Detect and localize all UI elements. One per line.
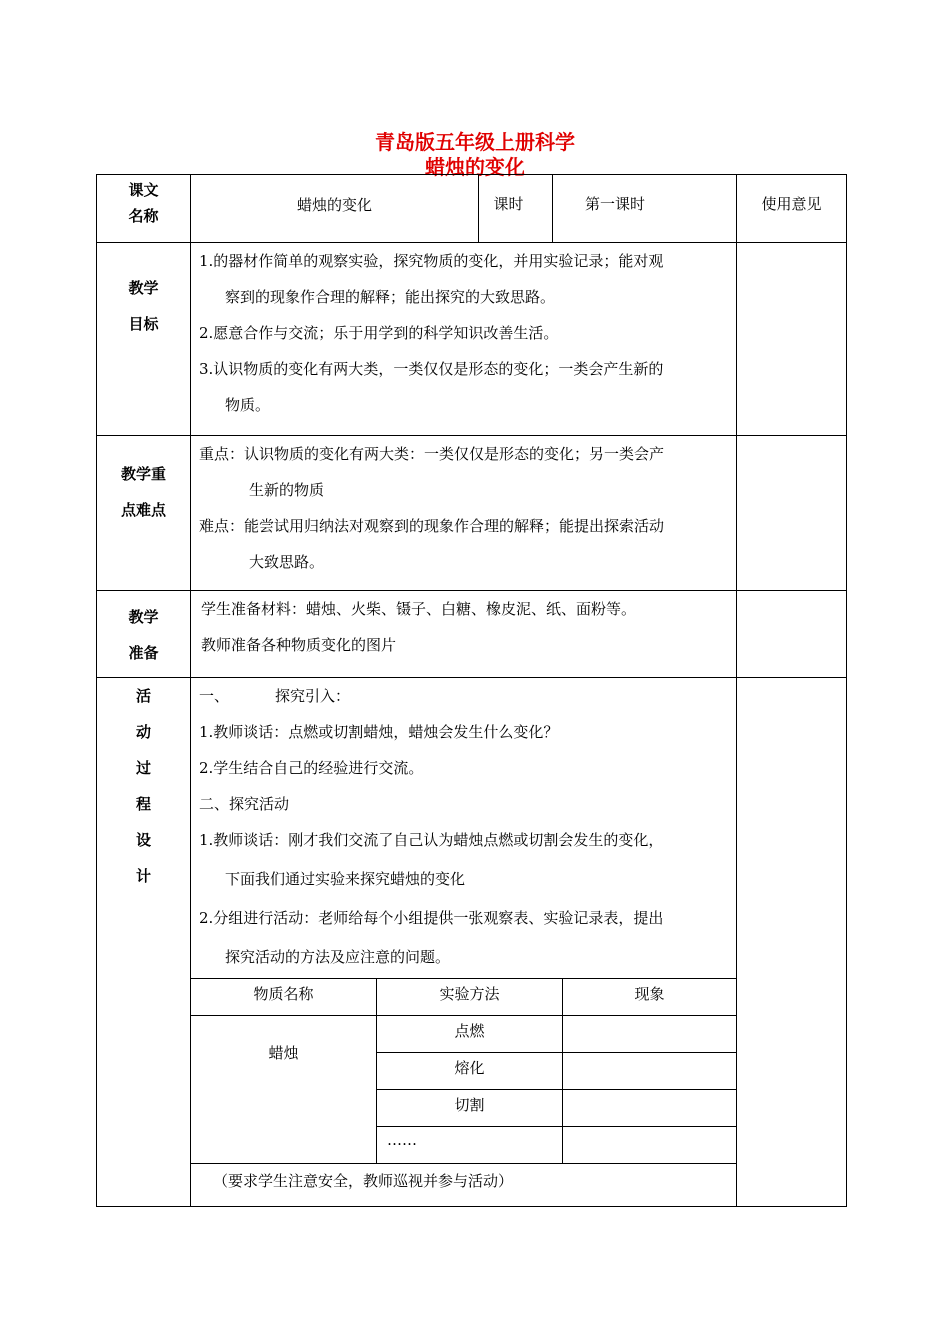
lesson-name-label xyxy=(97,175,191,243)
process-line: 2.分组进行活动：老师给每个小组提供一张观察表、实验记录表，提出 xyxy=(199,909,664,927)
process-label-char: 过 xyxy=(135,759,151,777)
section-title: 探究引入： xyxy=(275,687,351,705)
method-cell: 熔化 xyxy=(377,1053,563,1090)
substance-cell xyxy=(191,1016,377,1164)
label-text: 目标 xyxy=(128,315,159,333)
substance-text: 蜡烛 xyxy=(268,1044,299,1062)
label-text: 名称 xyxy=(128,207,159,225)
document-title: 青岛版五年级上册科学 xyxy=(375,130,575,154)
document-subtitle: 蜡烛的变化 xyxy=(425,155,525,179)
label-text: 准备 xyxy=(128,644,159,662)
lesson-plan-table xyxy=(96,174,847,1207)
goals-content xyxy=(191,243,737,436)
prep-line: 学生准备材料：蜡烛、火柴、镊子、白糖、橡皮泥、纸、面粉等。 xyxy=(201,600,637,618)
goals-label xyxy=(97,243,191,436)
section-heading xyxy=(199,678,730,714)
observation-header: 现象 xyxy=(563,979,737,1016)
process-label-char: 程 xyxy=(135,795,151,813)
process-line: 探究活动的方法及应注意的问题。 xyxy=(225,948,451,966)
observation-header: 实验方法 xyxy=(377,979,563,1016)
goals-feedback xyxy=(737,243,847,436)
process-note: （要求学生注意安全，教师巡视并参与活动） xyxy=(213,1172,514,1190)
lesson-name-value xyxy=(191,175,479,243)
prep-feedback xyxy=(737,591,847,678)
process-label xyxy=(97,678,191,1207)
prep-label xyxy=(97,591,191,678)
goal-line: 2.愿意合作与交流；乐于用学到的科学知识改善生活。 xyxy=(199,324,559,342)
process-content xyxy=(191,678,737,1207)
method-cell: 点燃 xyxy=(377,1016,563,1053)
process-label-char: 计 xyxy=(135,867,151,885)
label-text: 点难点 xyxy=(120,501,166,519)
method-cell: …… xyxy=(377,1127,563,1164)
keypoint-line: 生新的物质 xyxy=(249,481,325,499)
prep-content xyxy=(191,591,737,678)
keypoints-content xyxy=(191,436,737,591)
method-cell: 切割 xyxy=(377,1090,563,1127)
process-line: 1.教师谈话：点燃或切割蜡烛，蜡烛会发生什么变化？ xyxy=(199,723,559,741)
label-text: 教学 xyxy=(128,608,159,626)
phenomenon-cell xyxy=(563,1016,737,1053)
keypoint-line: 难点：能尝试用归纳法对观察到的现象作合理的解释；能提出探索活动 xyxy=(199,517,665,535)
goal-line: 物质。 xyxy=(225,396,271,414)
process-label-char: 设 xyxy=(135,831,151,849)
label-text: 教学 xyxy=(128,279,159,297)
observation-table xyxy=(190,978,737,1164)
keypoint-line: 重点：认识物质的变化有两大类：一类仅仅是形态的变化；另一类会产 xyxy=(199,445,665,463)
label-text: 课文 xyxy=(128,181,159,199)
prep-line: 教师准备各种物质变化的图片 xyxy=(201,636,397,654)
goal-line: 3.认识物质的变化有两大类，一类仅仅是形态的变化；一类会产生新的 xyxy=(199,360,664,378)
process-line: 2.学生结合自己的经验进行交流。 xyxy=(199,759,424,777)
section-number: 一、 xyxy=(199,687,230,705)
process-label-char: 动 xyxy=(135,723,151,741)
period-label xyxy=(479,175,553,243)
goal-line: 察到的现象作合理的解释；能出探究的大致思路。 xyxy=(225,288,556,306)
lesson-name-text: 蜡烛的变化 xyxy=(296,196,372,214)
phenomenon-cell xyxy=(563,1053,737,1090)
feedback-label xyxy=(737,175,847,243)
feedback-label-text: 使用意见 xyxy=(761,195,822,213)
observation-header: 物质名称 xyxy=(191,979,377,1016)
period-label-text: 课时 xyxy=(493,195,524,213)
phenomenon-cell xyxy=(563,1127,737,1164)
keypoints-feedback xyxy=(737,436,847,591)
keypoint-line: 大致思路。 xyxy=(249,553,325,571)
keypoints-label xyxy=(97,436,191,591)
label-text: 教学重 xyxy=(120,465,166,483)
goal-line: 1.的器材作简单的观察实验，探究物质的变化，并用实验记录；能对观 xyxy=(199,252,664,270)
process-line: 1.教师谈话：刚才我们交流了自己认为蜡烛点燃或切割会发生的变化， xyxy=(199,831,664,849)
period-value-text: 第一课时 xyxy=(585,195,646,213)
process-label-char: 活 xyxy=(135,687,151,705)
process-line: 下面我们通过实验来探究蜡烛的变化 xyxy=(225,870,466,888)
period-value xyxy=(553,175,737,243)
process-line: 二、探究活动 xyxy=(199,795,290,813)
process-feedback xyxy=(737,678,847,1207)
phenomenon-cell xyxy=(563,1090,737,1127)
